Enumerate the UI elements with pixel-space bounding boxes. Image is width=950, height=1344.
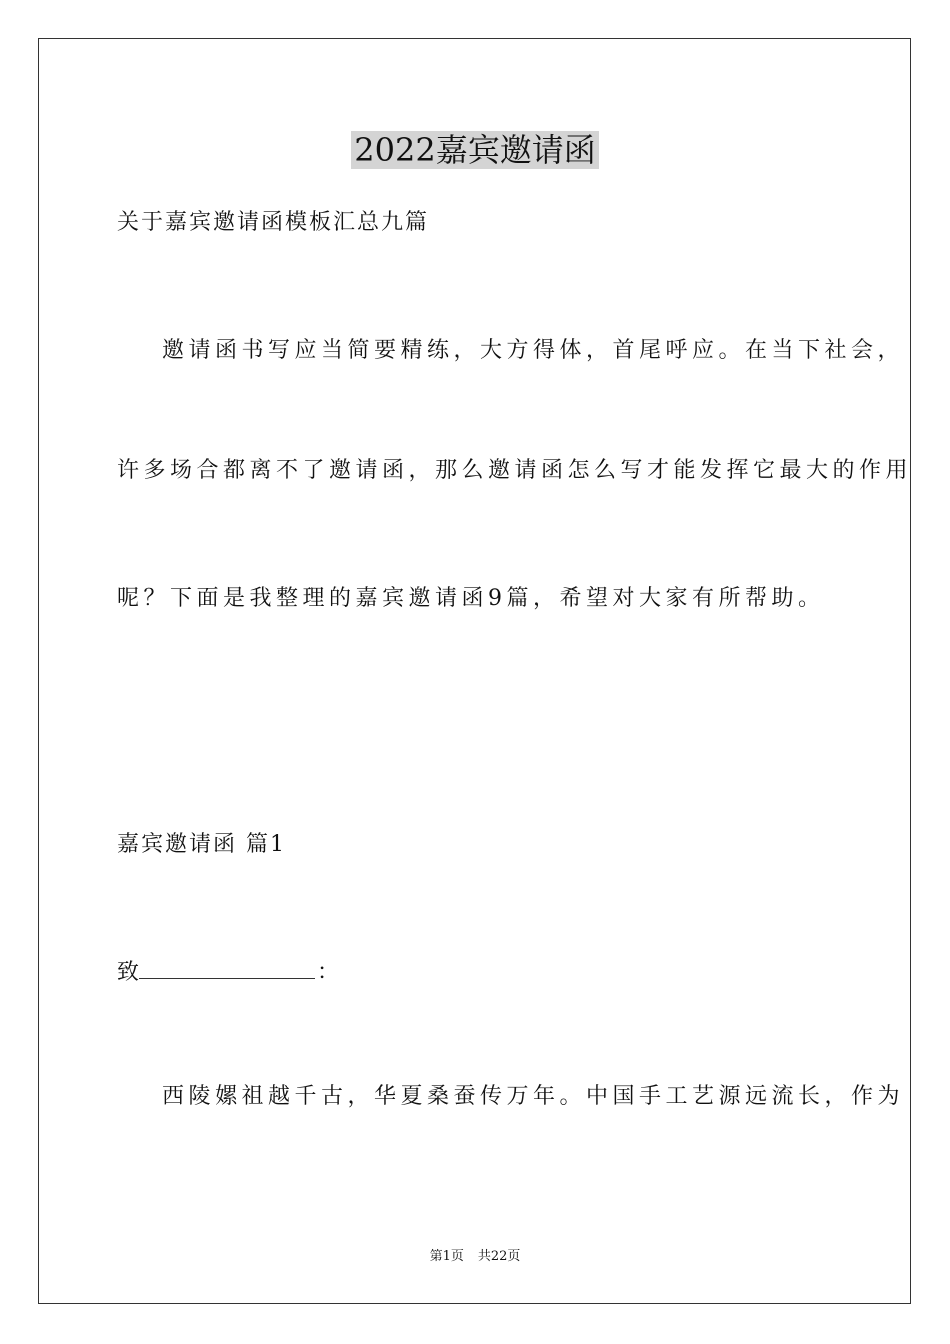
recipient-blank <box>139 956 315 979</box>
section-heading: 嘉宾邀请函 篇1 <box>117 832 286 857</box>
page-footer <box>0 1248 950 1266</box>
page-number: 第1页 <box>429 1249 464 1264</box>
body-paragraph-line-1: 西陵嫘祖越千古，华夏桑蚕传万年。中国手工艺源远流长，作为 <box>162 1084 905 1109</box>
document-subtitle: 关于嘉宾邀请函模板汇总九篇 <box>117 210 430 235</box>
greeting-line <box>117 956 339 988</box>
document-title-text: 2022嘉宾邀请函 <box>351 131 598 169</box>
intro-paragraph-line-1: 邀请函书写应当简要精练，大方得体，首尾呼应。在当下社会， <box>162 338 905 363</box>
document-title <box>0 128 950 172</box>
intro-paragraph-line-2: 许多场合都离不了邀请函，那么邀请函怎么写才能发挥它最大的作用 <box>117 458 913 483</box>
greeting-colon: ： <box>317 960 340 985</box>
intro-paragraph-line-3: 呢？下面是我整理的嘉宾邀请函9篇，希望对大家有所帮助。 <box>117 586 825 611</box>
page-total: 共22页 <box>477 1249 521 1264</box>
greeting-prefix: 致 <box>117 960 140 985</box>
